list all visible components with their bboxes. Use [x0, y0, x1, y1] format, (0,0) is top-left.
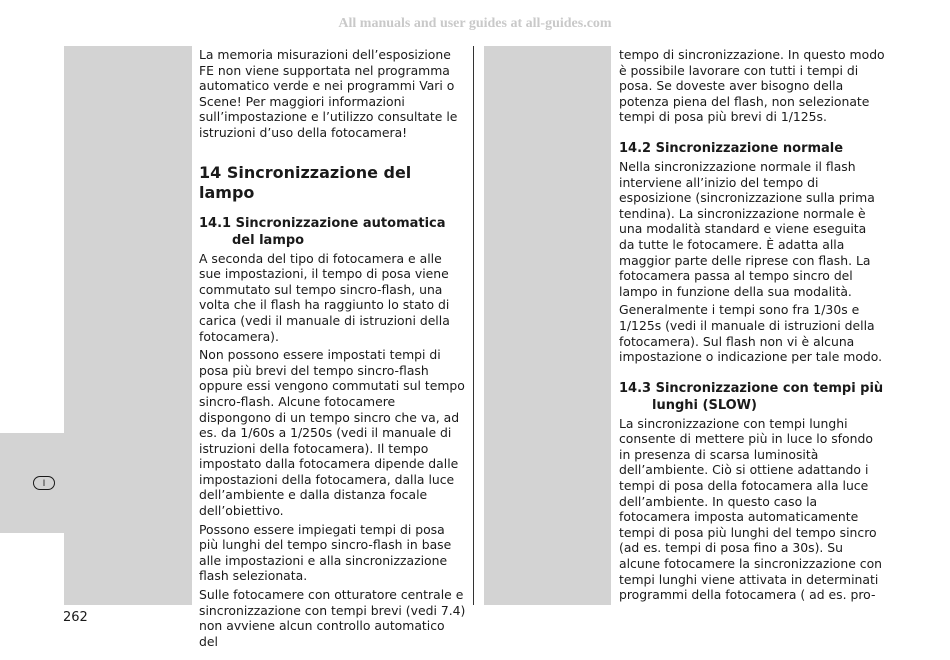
section-14-3-paragraph: La sincronizzazione con tempi lunghi consente di mettere più in luce lo sfondo in presenza di scarsa luminosità dell’ambiente. Ciò si ottiene adattando i tempi di posa della fotocamera alla luce dell’ambiente. In questo caso la fotocamera imposta automaticamente tempi di posa più lunghi del tempo sincro (ad es. tempi di posa fino a 30s). Su alcune fotocamere la sincronizzazione con tempi lunghi viene attivata in determinati programmi della fotocamera ( ad es. pro-	[619, 415, 883, 603]
column-divider	[473, 46, 474, 605]
section-14-3-title: 14.3 Sincronizzazione con tempi più lunghi (SLOW)	[619, 380, 884, 413]
section-14-1-title: 14.1 Sincronizzazione automatica del lampo	[199, 215, 446, 248]
language-badge: I	[33, 476, 55, 490]
right-column	[619, 47, 885, 606]
left-column	[199, 47, 467, 652]
section-14-2-paragraph: Nella sincronizzazione normale il flash interviene all’inizio del tempo di esposizione (sincronizzazione sulla prima tendina). La sincronizzazione normale è una modalità standard e viene eseguita da tutte le fotocamere. È adatta alla maggior parte delle riprese con flash. La fotocamera passa al tempo sincro del lampo in funzione della sua modalità.	[619, 158, 875, 299]
left-margin-band	[64, 46, 192, 605]
section-14-1-paragraph: A seconda del tipo di fotocamera e alle sue impostazioni, il tempo di posa viene commutato sul tempo sincro-flash, una volta che il flash ha raggiunto lo stato di carica (vedi il manuale di istruzioni della fotocamera).	[199, 250, 450, 344]
section-14-2-title: 14.2 Sincronizzazione normale	[619, 140, 844, 156]
watermark: All manuals and user guides at all-guides.com	[338, 16, 612, 31]
chapter-title: 14 Sincronizzazione del lampo	[199, 162, 412, 202]
section-14-2-paragraph: Generalmente i tempi sono fra 1/30s e 1/125s (vedi il manuale di istruzioni della fotocamera). Sul flash non vi è alcuna impostazione o indicazione per tale modo.	[619, 302, 883, 365]
section-14-1-paragraph: Possono essere impiegati tempi di posa più lunghi del tempo sincro-flash in base alle impostazioni e alla sincronizzazione flash selezionata.	[199, 521, 452, 584]
section-14-1-paragraph: Sulle fotocamere con otturatore centrale e sincronizzazione con tempi brevi (vedi 7.4) non avviene alcun controllo automatico del	[199, 587, 466, 649]
page-number: 262	[63, 610, 88, 625]
right-margin-band	[484, 46, 611, 605]
section-14-1-paragraph: Non possono essere impostati tempi di posa più brevi del tempo sincro-flash oppure essi vengono commutati sul tempo sincro-flash. Alcune fotocamere dispongono di un tempo sincro che va, ad es. da 1/60s a 1/250s (vedi il manuale di istruzioni della fotocamera). Il tempo impostato dalla fotocamera dipende dalle impostazioni della fotocamera, dalla luce dell’ambiente e dalla distanza focale dell’obiettivo.	[199, 347, 465, 519]
continued-paragraph: tempo di sincronizzazione. In questo modo è possibile lavorare con tutti i tempi di posa. Se doveste aver bisogno della potenza piena del flash, non selezionate tempi di posa più brevi di 1/125s.	[619, 47, 885, 125]
intro-paragraph: La memoria misurazioni dell’esposizione FE non viene supportata nel programma automatico verde e nei programmi Vari o Scene! Per maggiori informazioni sull’impostazione e l’utilizzo consultate le istruzioni d’uso della fotocamera!	[199, 47, 458, 140]
